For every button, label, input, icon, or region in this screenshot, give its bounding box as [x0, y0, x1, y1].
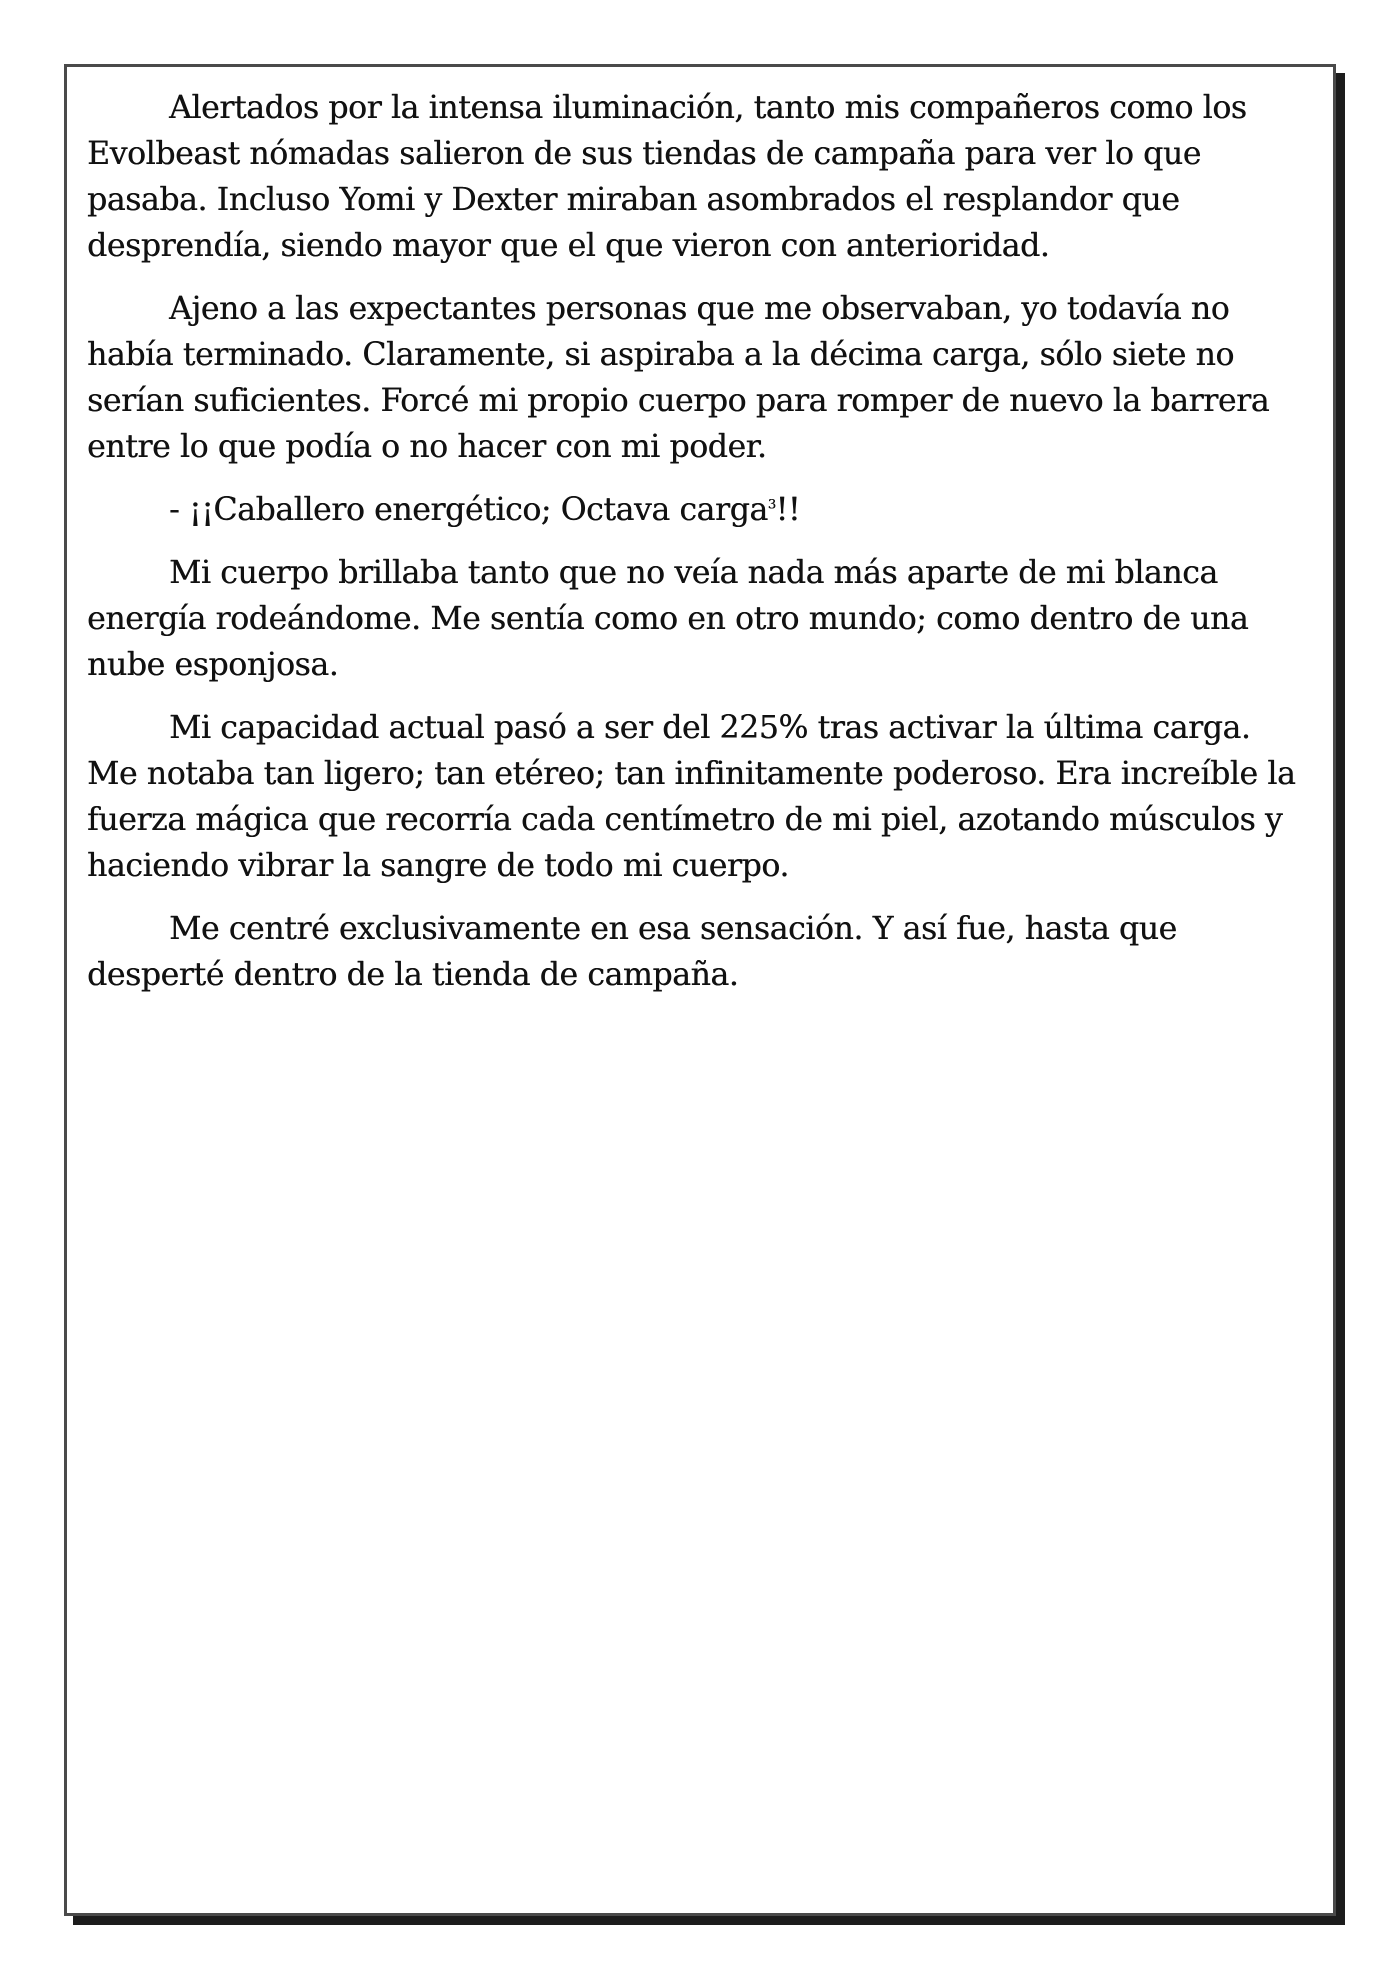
paragraph-6: Me centré exclusivamente en esa sensación. Y así fue, hasta que desperté dentro de la tienda de campaña.: [87, 911, 1177, 993]
dialogue-text: - ¡¡Caballero energético; Octava carga: [169, 492, 768, 528]
dialogue-line: [87, 487, 1303, 533]
paragraph-1: Alertados por la intensa iluminación, tanto mis compañeros como los Evolbeast nómadas salieron de sus tiendas de campaña para ver lo que pasaba. Incluso Yomi y Dexter miraban asombrados el resplandor que desprendía, siendo mayor que el que vieron con anterioridad.: [87, 90, 1247, 264]
paragraph-5: Mi capacidad actual pasó a ser del 225% tras activar la última carga. Me notaba tan ligero; tan etéreo; tan infinitamente poderoso. Era increíble la fuerza mágica que recorría cada centímetro de mi piel, azotando músculos y haciendo vibrar la sangre de todo mi cuerpo.: [87, 710, 1296, 884]
page-body: [87, 85, 1303, 1015]
paragraph-2: Ajeno a las expectantes personas que me observaban, yo todavía no había terminado. Claramente, si aspiraba a la décima carga, sólo siete no serían suficientes. Forcé mi propio cuerpo para romper de nuevo la barrera entre lo que podía o no hacer con mi poder.: [87, 291, 1270, 465]
dialogue-ending: !!: [775, 492, 801, 528]
page-frame: [64, 64, 1336, 1916]
footnote-mark[interactable]: 3: [767, 497, 776, 513]
paragraph-4: Mi cuerpo brillaba tanto que no veía nada más aparte de mi blanca energía rodeándome. Me sentía como en otro mundo; como dentro de una nube esponjosa.: [87, 555, 1249, 683]
